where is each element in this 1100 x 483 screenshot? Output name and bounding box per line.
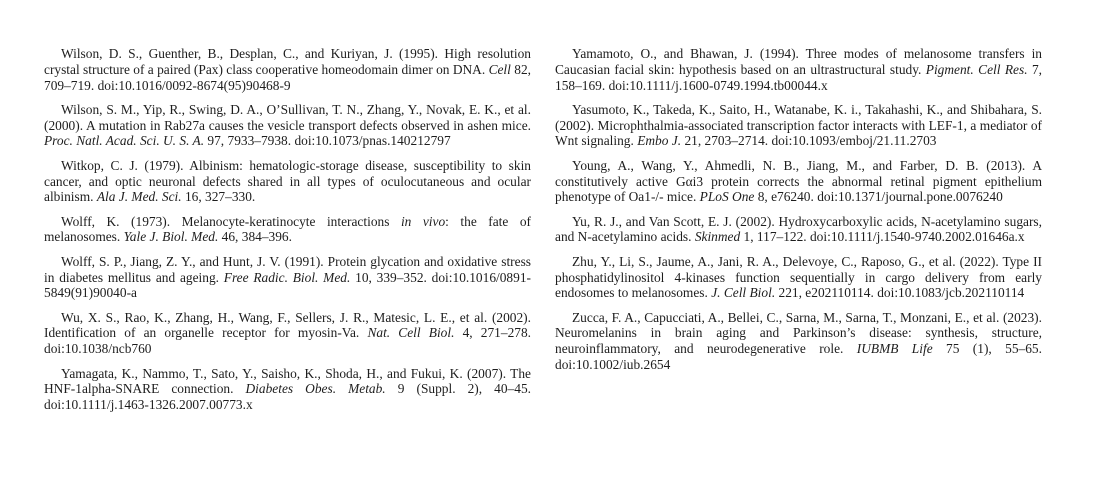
reference-text-segment: Wolff, S. P., Jiang, Z. Y., and Hunt, J. V. (1991). Protein glycation and oxidative stress in diabetes mellitus and ageing. [44, 253, 531, 285]
references-column-right [555, 46, 1042, 463]
reference-text-segment: 82, 709–719. doi:10.1016/0092-8674(95)90468-9 [44, 61, 531, 93]
reference-text-segment: 97, 7933–7938. doi:10.1073/pnas.140212797 [204, 133, 451, 149]
reference-item [555, 254, 1042, 301]
reference-text-segment: Witkop, C. J. (1979). Albinism: hematologic-storage disease, susceptibility to skin cancer, and optic neuronal defects shared in all types of oculocutaneous and ocular albinism. [44, 157, 531, 205]
reference-item [555, 310, 1042, 373]
reference-text-segment: Young, A., Wang, Y., Ahmedli, N. B., Jiang, M., and Farber, D. B. (2013). A constitutively active Gαi3 protein corrects the abnormal retinal pigment epithelium phenotype of Oa1-/- mice. [555, 157, 1042, 205]
reference-text-segment: Yu, R. J., and Van Scott, E. J. (2002). Hydroxycarboxylic acids, N-acetylamino sugars, and N-acetylamino acids. [555, 213, 1042, 245]
reference-italic-segment: Diabetes Obes. Metab. [245, 381, 386, 397]
reference-text-segment: 10, 339–352. doi:10.1016/0891-5849(91)90040-a [44, 269, 531, 301]
reference-text-segment: Zucca, F. A., Capucciati, A., Bellei, C., Sarna, M., Sarna, T., Monzani, E., et al. (2023). Neuromelanins in brain aging and Parkinson’s disease: synthesis, structure, neuroinflammatory, and neurodegenerative role. [555, 309, 1042, 357]
reference-text-segment: 9 (Suppl. 2), 40–45. doi:10.1111/j.1463-1326.2007.00773.x [44, 381, 531, 413]
reference-item [44, 310, 531, 357]
reference-text-segment: 16, 327–330. [181, 189, 256, 205]
reference-italic-segment: Skinmed [694, 229, 741, 245]
reference-text-segment: Yasumoto, K., Takeda, K., Saito, H., Watanabe, K. i., Takahashi, K., and Shibahara, S. (2002). Microphthalmia-associated transcription factor interacts with LEF-1, a mediator of Wnt signaling. [555, 101, 1042, 149]
reference-item [555, 102, 1042, 149]
reference-text-segment: 8, e76240. doi:10.1371/journal.pone.0076240 [754, 189, 1003, 205]
reference-text-segment: 21, 2703–2714. doi:10.1093/emboj/21.11.2703 [681, 133, 937, 149]
reference-text-segment: 46, 384–396. [218, 229, 292, 245]
reference-item [44, 366, 531, 413]
reference-italic-segment: Embo J. [637, 133, 682, 149]
reference-text-segment: : the fate of melanosomes. [44, 213, 531, 245]
reference-item [555, 158, 1042, 205]
references-column-left [44, 46, 531, 463]
reference-item [555, 46, 1042, 93]
reference-italic-segment: PLoS One [699, 189, 755, 205]
reference-text-segment: 4, 271–278. doi:10.1038/ncb760 [44, 325, 532, 357]
reference-italic-segment: Free Radic. Biol. Med. [223, 269, 351, 285]
reference-text-segment: Zhu, Y., Li, S., Jaume, A., Jani, R. A., Delevoye, C., Raposo, G., et al. (2022). Type II phosphatidylinositol 4-kinases function sequentially in cargo delivery from early endosomes to melanosomes. [555, 253, 1042, 301]
reference-item [44, 254, 531, 301]
reference-text-segment: 221, e202110114. doi:10.1083/jcb.202110114 [775, 285, 1025, 301]
reference-italic-segment: in vivo [400, 213, 446, 229]
reference-text-segment: 1, 117–122. doi:10.1111/j.1540-9740.2002.01646a.x [740, 229, 1025, 245]
reference-text-segment: Wu, X. S., Rao, K., Zhang, H., Wang, F., Sellers, J. R., Matesic, L. E., et al. (2002). Identification of an organelle receptor for myosin-Va. [44, 309, 531, 341]
reference-text-segment: Wilson, S. M., Yip, R., Swing, D. A., O’Sullivan, T. N., Zhang, Y., Novak, E. K., et al. (2000). A mutation in Rab27a causes the vesicle transport defects observed in ashen mice. [44, 101, 531, 133]
reference-item [555, 214, 1042, 246]
reference-text-segment: 75 (1), 55–65. doi:10.1002/iub.2654 [555, 341, 1042, 373]
reference-item [44, 102, 531, 149]
reference-italic-segment: Nat. Cell Biol. [367, 325, 455, 341]
reference-item [44, 46, 531, 93]
reference-text-segment: Wilson, D. S., Guenther, B., Desplan, C., and Kuriyan, J. (1995). High resolution crystal structure of a paired (Pax) class cooperative homeodomain dimer on DNA. [44, 46, 531, 77]
reference-italic-segment: Pigment. Cell Res. [925, 61, 1028, 77]
reference-item [44, 214, 531, 246]
reference-italic-segment: Yale J. Biol. Med. [123, 229, 219, 245]
reference-italic-segment: J. Cell Biol. [711, 285, 776, 301]
reference-text-segment: Yamamoto, O., and Bhawan, J. (1994). Three modes of melanosome transfers in Caucasian facial skin: hypothesis based on an ultrastructural study. [555, 46, 1042, 77]
reference-italic-segment: Proc. Natl. Acad. Sci. U. S. A. [44, 133, 205, 149]
reference-italic-segment: Ala J. Med. Sci. [96, 189, 182, 205]
reference-item [44, 158, 531, 205]
reference-text-segment: Yamagata, K., Nammo, T., Sato, Y., Saisho, K., Shoda, H., and Fukui, K. (2007). The HNF-1alpha-SNARE connection. [44, 365, 531, 397]
reference-text-segment: 7, 158–169. doi:10.1111/j.1600-0749.1994.tb00044.x [555, 61, 1042, 93]
reference-text-segment: Wolff, K. (1973). Melanocyte-keratinocyte interactions [61, 213, 401, 229]
reference-italic-segment: IUBMB Life [856, 341, 933, 357]
reference-italic-segment: Cell [488, 61, 511, 77]
